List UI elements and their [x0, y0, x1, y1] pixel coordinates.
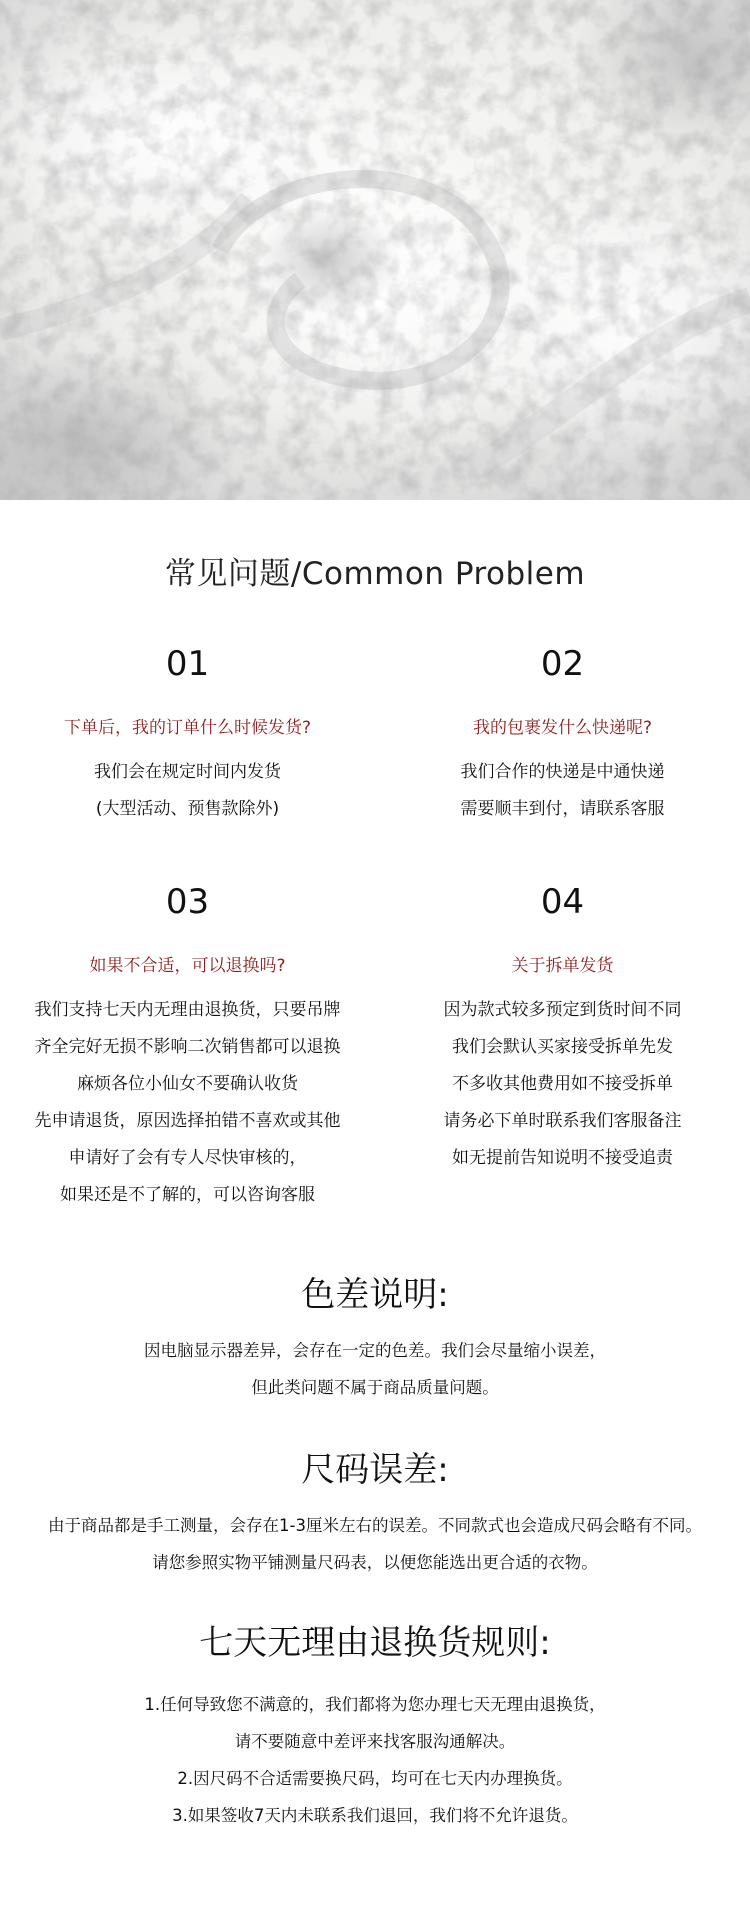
- faq-number: 03: [165, 882, 210, 922]
- faq-answer-line: 我们会默认买家接受拆单先发: [452, 1037, 673, 1057]
- faq-answer-line: 不多收其他费用如不接受拆单: [452, 1074, 673, 1094]
- faq-answer-line: 我们合作的快递是中通快递: [460, 762, 665, 782]
- faq-answer: [375, 992, 750, 1177]
- section-text-line: 但此类问题不属于商品质量问题。: [251, 1378, 499, 1397]
- faq-answer-line: 因为款式较多预定到货时间不同: [443, 1000, 682, 1020]
- faq-question: 下单后，我的订单什么时候发货?: [63, 718, 312, 738]
- size-error-section: [0, 1445, 750, 1581]
- return-rules-section: [0, 1618, 750, 1834]
- section-heading: 尺码误差:: [301, 1450, 449, 1490]
- faq-answer-line: 麻烦各位小仙女不要确认收货: [77, 1074, 298, 1094]
- faq-answer-line: 申请好了会有专人尽快审核的，: [68, 1148, 307, 1168]
- section-text-line: 因电脑显示器差异，会存在一定的色差。我们会尽量缩小误差，: [144, 1341, 606, 1360]
- section-text-line: 由于商品都是手工测量，会存在1-3厘米左右的误差。不同款式也会造成尺码会略有不同。: [48, 1516, 702, 1535]
- faq-item-03: [0, 880, 375, 1214]
- fabric-texture: [0, 0, 750, 500]
- section-heading: 色差说明:: [301, 1275, 449, 1315]
- faq-answer-line: 如无提前告知说明不接受追责: [452, 1148, 673, 1168]
- faq-answer-line: 请务必下单时联系我们客服备注: [443, 1111, 682, 1131]
- faq-answer: [0, 992, 375, 1214]
- faq-question: 如果不合适，可以退换吗?: [89, 956, 286, 976]
- faq-number: 02: [540, 644, 585, 684]
- faq-question: 我的包裹发什么快递呢?: [472, 718, 653, 738]
- section-text-line: 1.任何导致您不满意的，我们都将为您办理七天无理由退换货，: [144, 1695, 606, 1714]
- faq-answer-line: 如果还是不了解的，可以咨询客服: [60, 1185, 315, 1205]
- faq-answer-line: 我们支持七天内无理由退换货，只要吊牌: [34, 1000, 341, 1020]
- faq-item-02: [375, 642, 750, 828]
- section-text-line: 请您参照实物平铺测量尺码表，以便您能选出更合适的衣物。: [152, 1553, 598, 1572]
- faq-item-01: [0, 642, 375, 828]
- section-text-line: 2.因尺码不合适需要换尺码，均可在七天内办理换货。: [177, 1769, 573, 1788]
- faq-number: 04: [540, 882, 585, 922]
- section-text-line: 请不要随意中差评来找客服沟通解决。: [234, 1732, 516, 1751]
- faq-answer-line: 先申请退货，原因选择拍错不喜欢或其他: [34, 1111, 341, 1131]
- color-difference-section: [0, 1270, 750, 1406]
- faq-answer: [0, 754, 375, 828]
- faq-question: 关于拆单发货: [511, 956, 614, 976]
- section-heading: 七天无理由退换货规则:: [199, 1623, 551, 1663]
- section-text-line: 3.如果签收7天内未联系我们退回，我们将不允许退货。: [172, 1806, 578, 1825]
- faq-number: 01: [165, 644, 210, 684]
- faq-answer-line: (大型活动、预售款除外): [95, 799, 280, 819]
- hero-fabric-image: [0, 0, 750, 500]
- faq-title: 常见问题/Common Problem: [164, 556, 586, 592]
- faq-answer-line: 需要顺丰到付，请联系客服: [460, 799, 665, 819]
- faq-item-04: [375, 880, 750, 1177]
- faq-answer-line: 齐全完好无损不影响二次销售都可以退换: [34, 1037, 341, 1057]
- faq-answer-line: 我们会在规定时间内发货: [94, 762, 281, 782]
- faq-answer: [375, 754, 750, 828]
